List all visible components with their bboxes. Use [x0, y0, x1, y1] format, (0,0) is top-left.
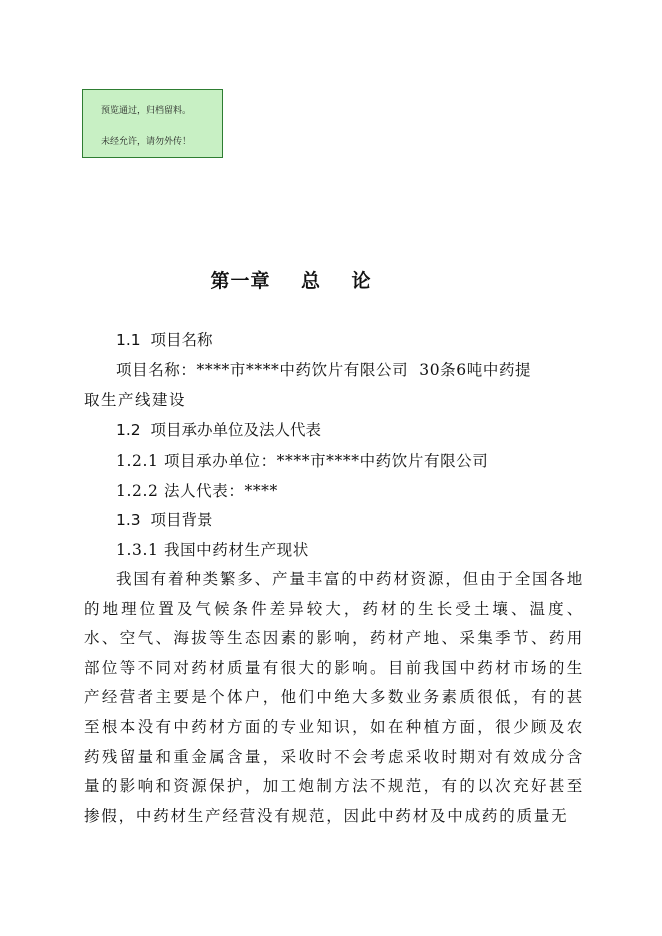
section-heading-1-1: 1.1 项目名称: [116, 331, 213, 349]
project-name-line-2: 取生产线建设: [84, 391, 187, 409]
project-name-line-1: 项目名称：****市****中药饮片有限公司 30条6吨中药提: [116, 361, 532, 379]
subsection-1-3-1: 1.3.1 我国中药材生产现状: [116, 541, 309, 559]
section-heading-1-2: 1.2 项目承办单位及法人代表: [116, 421, 322, 439]
stamp-line-2: 未经允许，请勿外传！: [101, 137, 192, 147]
subsection-1-2-1: 1.2.1 项目承办单位：****市****中药饮片有限公司: [116, 452, 489, 470]
chapter-title: 第一章 总 论: [210, 270, 372, 292]
section-heading-1-3: 1.3 项目背景: [116, 511, 213, 529]
approval-stamp-box: [82, 89, 223, 158]
body-paragraph: 我国有着种类繁多、产量丰富的中药材资源，但由于全国各地的地理位置及气候条件差异较大，药材的生长受土壤、温度、水、空气、海拔等生态因素的影响，药材产地、采集季节、药用部位等不同对药材质量有很大的影响。目前我国中药材市场的生产经营者主要是个体户，他们中绝大多数业务素质很低，有的甚至根本没有中药材方面的专业知识，如在种植方面，很少顾及农药残留量和重金属含量，采收时不会考虑采收时期对有效成分含量的影响和资源保护，加工炮制方法不规范，有的以次充好甚至掺假，中药材生产经营没有规范，因此中药材及中成药的质量无: [84, 570, 584, 825]
subsection-1-2-2: 1.2.2 法人代表：****: [116, 482, 278, 500]
stamp-line-1: 预览通过，归档留料。: [101, 106, 192, 116]
